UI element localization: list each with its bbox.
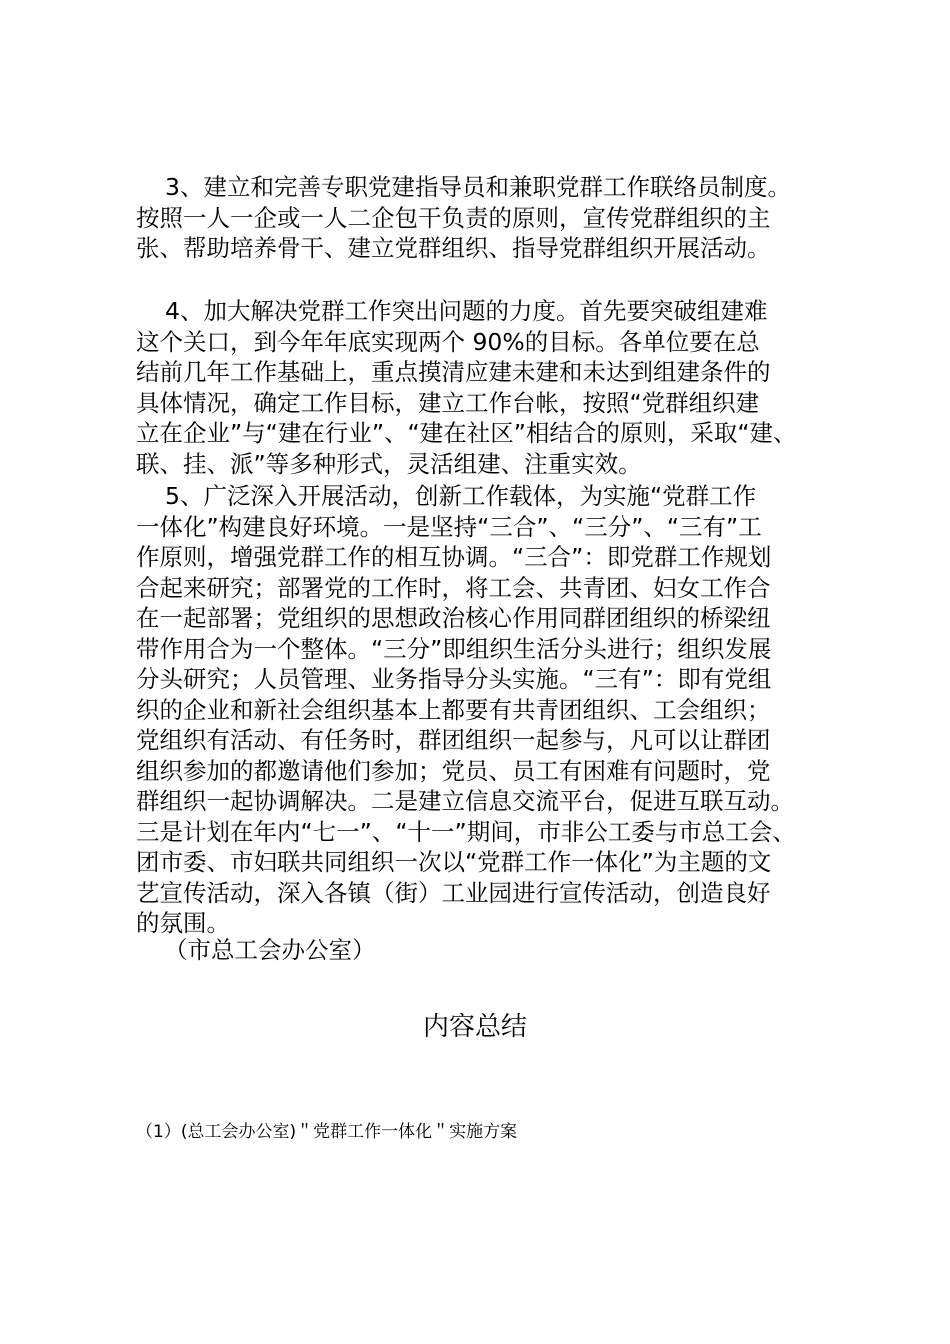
text-line: 张、帮助培养骨干、建立党群组织、指导党群组织开展活动。 [136, 234, 771, 262]
signature-office: （市总工会办公室） [164, 936, 376, 964]
text-line: 织的企业和新社会组织基本上都要有共青团组织、工会组织； [136, 695, 771, 724]
text-line: 组织参加的都邀请他们参加；党员、员工有困难有问题时，党 [136, 756, 771, 785]
summary-title: 内容总结 [422, 1012, 527, 1042]
text-line: 三是计划在年内“七一”、“十一”期间，市非公工委与市总工会、 [136, 817, 796, 846]
text-line: 艺宣传活动，深入各镇（街）工业园进行宣传活动，创造良好 [136, 878, 771, 907]
text-line: 合起来研究；部署党的工作时，将工会、共青团、妇女工作合 [136, 573, 771, 602]
text-line: 3、建立和完善专职党建指导员和兼职党群工作联络员制度。 [165, 173, 791, 201]
text-line: 联、挂、派”等多种形式，灵活组建、注重实效。 [136, 449, 642, 478]
paragraph-item-4 [136, 296, 840, 479]
text-line: 结前几年工作基础上，重点摸清应建未建和未达到组建条件的 [136, 358, 771, 386]
text-line: 带作用合为一个整体。“三分”即组织生活分头进行；组织发展 [136, 634, 772, 663]
summary-item: （1）(总工会办公室)＂党群工作一体化＂实施方案 [136, 1122, 518, 1142]
text-line: 4、加大解决党群工作突出问题的力度。首先要突破组建难 [165, 297, 768, 325]
text-line: 的氛围。 [136, 909, 230, 937]
text-line: 立在企业”与“建在行业”、“建在社区”相结合的原则，采取“建、 [136, 419, 797, 447]
text-line: 5、广泛深入开展活动，创新工作载体，为实施“党群工作 [165, 482, 757, 510]
text-line: 分头研究；人员管理、业务指导分头实施。“三有”：即有党组 [136, 665, 772, 693]
text-line: 在一起部署；党组织的思想政治核心作用同群团组织的桥梁纽 [136, 604, 771, 632]
paragraph-item-3 [136, 172, 840, 264]
text-line: 群组织一起协调解决。二是建立信息交流平台，促进互联互动。 [136, 787, 794, 815]
text-line: 团市委、市妇联共同组织一次以“党群工作一体化”为主题的文 [136, 848, 772, 876]
text-line: 按照一人一企或一人二企包干负责的原则，宣传党群组织的主 [136, 203, 771, 232]
text-line: 党组织有活动、有任务时，群团组织一起参与，凡可以让群团 [136, 726, 771, 754]
text-line: 具体情况，确定工作目标，建立工作台帐，按照“党群组织建 [136, 388, 760, 417]
text-line: 一体化”构建良好环境。一是坚持“三合”、“三分”、“三有”工 [136, 512, 762, 541]
paragraph-item-5 [136, 481, 840, 939]
text-line: 作原则，增强党群工作的相互协调。“三合”：即党群工作规划 [136, 543, 772, 571]
text-line: 这个关口，到今年年底实现两个 90%的目标。各单位要在总 [136, 327, 760, 356]
